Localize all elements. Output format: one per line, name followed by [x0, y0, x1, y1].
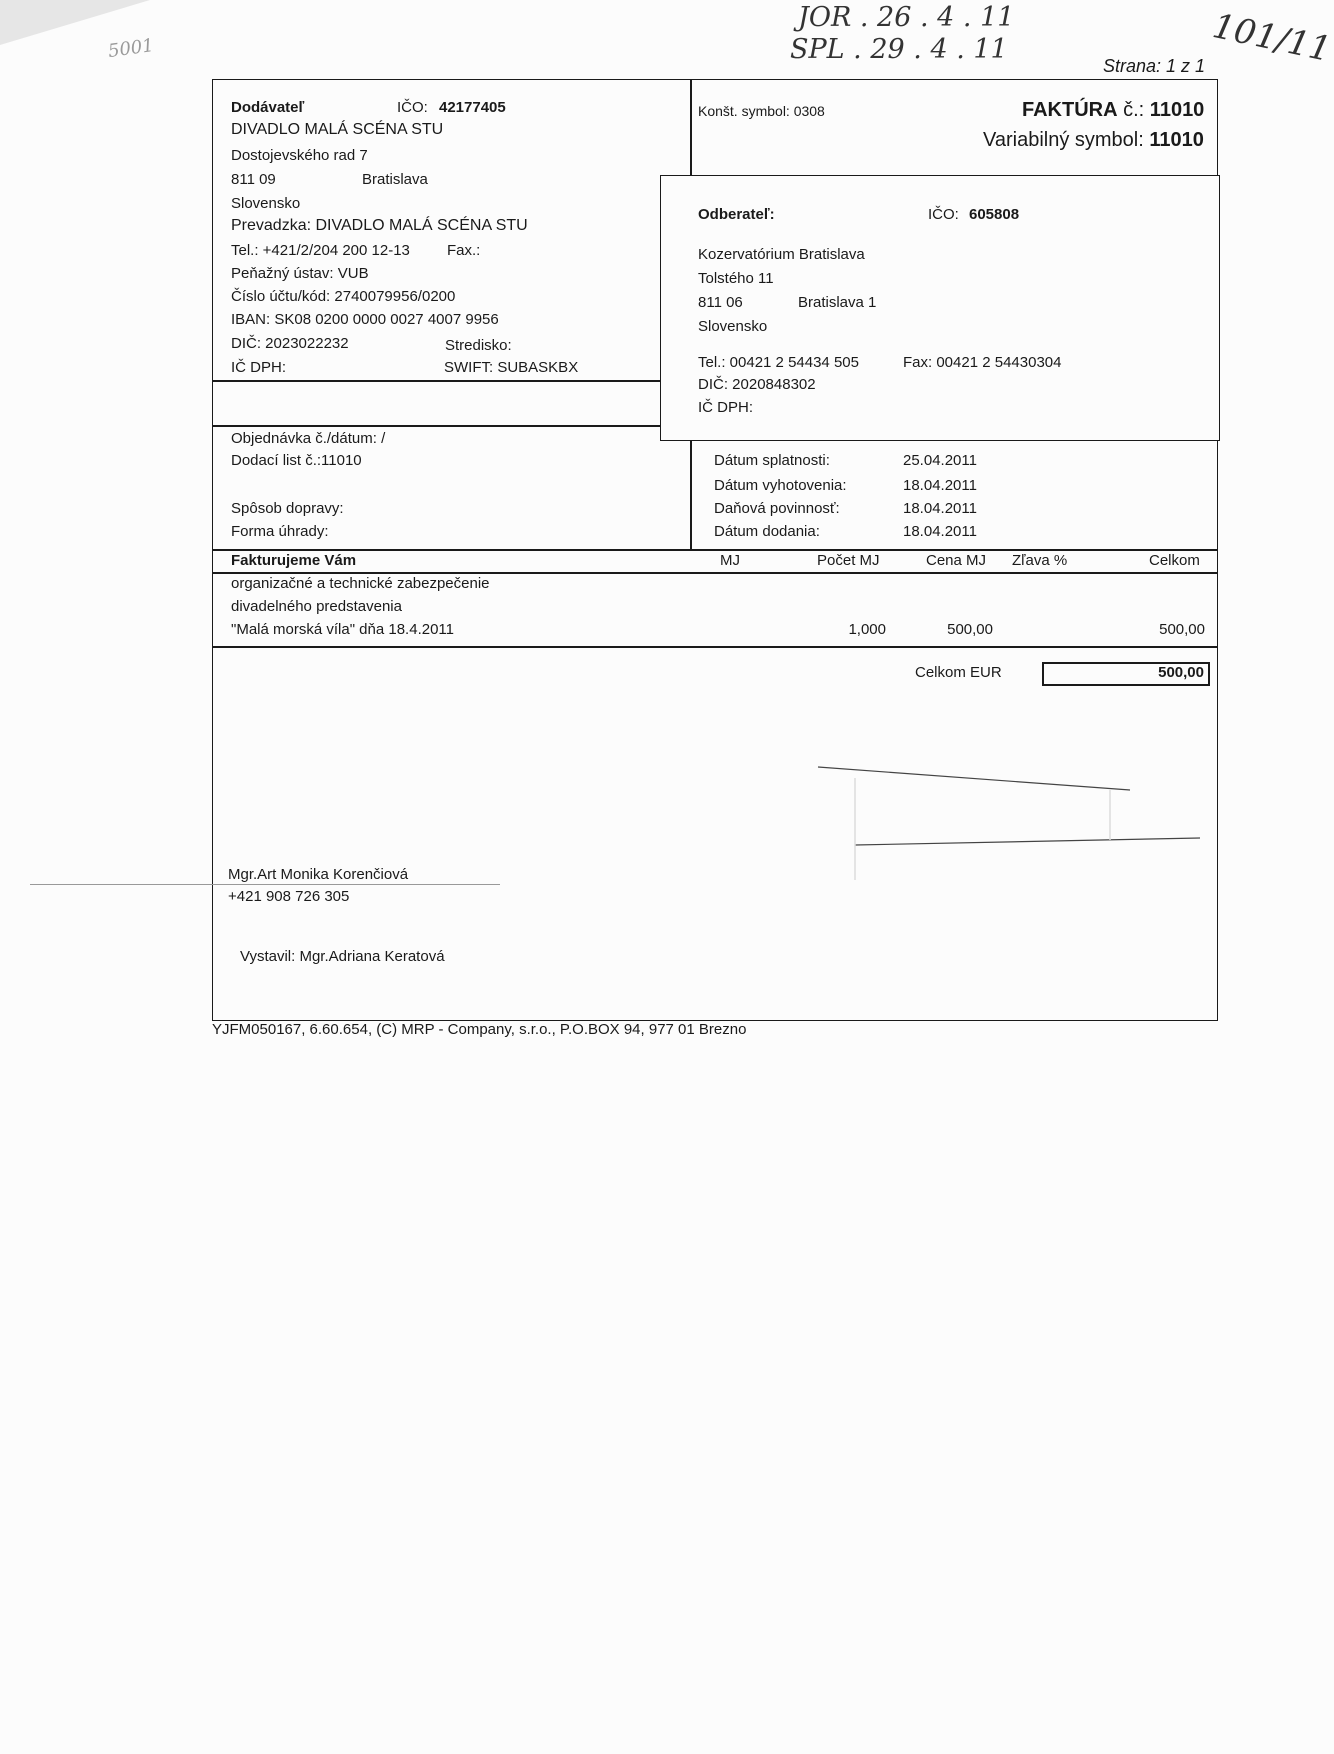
date-label-issued: Dátum vyhotovenia:: [714, 477, 847, 494]
supplier-zip: 811 09: [231, 171, 276, 188]
supplier-iban: IBAN: SK08 0200 0000 0027 4007 9956: [231, 311, 499, 328]
total-label: Celkom EUR: [915, 664, 1002, 681]
handwritten-reference: 101/11: [1209, 6, 1334, 70]
customer-ico-label: IČO:: [928, 206, 959, 223]
supplier-country: Slovensko: [231, 195, 301, 212]
handwritten-approval-line2: SPL . 29 . 4 . 11: [790, 34, 1008, 65]
variable-symbol-label: Variabilný symbol:: [983, 129, 1144, 151]
payment-method: Forma úhrady:: [231, 523, 329, 540]
items-header-bottom-line: [212, 572, 1218, 574]
supplier-tel: Tel.: +421/2/204 200 12-13: [231, 242, 410, 259]
page-number: Strana: 1 z 1: [1103, 56, 1206, 76]
issued-by: Vystavil: Mgr.Adriana Keratová: [240, 948, 445, 965]
supplier-dic: DIČ: 2023022232: [231, 335, 349, 352]
col-discount-header: Zľava %: [1012, 552, 1068, 569]
invoice-number-label: č.:: [1123, 99, 1145, 121]
date-value-delivery: 18.04.2011: [903, 523, 977, 540]
transport-method: Spôsob dopravy:: [231, 500, 344, 517]
invoice-label: FAKTÚRA: [1022, 99, 1118, 121]
variable-symbol-row: [983, 129, 1204, 152]
handwritten-corner-note: 5001: [106, 34, 156, 63]
customer-zip: 811 06: [698, 294, 743, 311]
invoice-title: [1022, 99, 1204, 122]
customer-label: Odberateľ:: [698, 206, 775, 223]
customer-ico: 605808: [969, 206, 1020, 223]
supplier-fax: Fax.:: [447, 242, 481, 259]
date-value-due: 25.04.2011: [903, 452, 977, 469]
col-total-header: Celkom: [1149, 552, 1200, 569]
customer-name: Kozervatórium Bratislava: [698, 246, 865, 263]
customer-tel: Tel.: 00421 2 54434 505: [698, 354, 859, 371]
delivery-note: Dodací list č.:11010: [231, 452, 362, 469]
col-description-header: Fakturujeme Vám: [231, 552, 357, 569]
supplier-street: Dostojevského rad 7: [231, 147, 368, 164]
item-description-line1: organizačné a technické zabezpečenie: [231, 575, 490, 592]
variable-symbol: 11010: [1149, 129, 1204, 151]
constant-symbol: Konšt. symbol: 0308: [698, 103, 825, 119]
supplier-ico-label: IČO:: [397, 99, 428, 116]
contact-name: Mgr.Art Monika Korenčiová: [228, 866, 409, 883]
customer-city: Bratislava 1: [798, 294, 877, 311]
date-value-tax: 18.04.2011: [903, 500, 977, 517]
supplier-city: Bratislava: [362, 171, 428, 188]
supplier-icdph: IČ DPH:: [231, 359, 287, 376]
contact-phone: +421 908 726 305: [228, 888, 350, 905]
item-description-line2: divadelného predstavenia: [231, 598, 402, 615]
items-bottom-line: [212, 646, 1218, 648]
item-unit-price: 500,00: [947, 621, 993, 638]
order-top-line: [212, 425, 662, 427]
supplier-label: Dodávateľ: [231, 99, 305, 116]
customer-icdph: IČ DPH:: [698, 399, 754, 416]
supplier-bottom-line: [212, 380, 662, 382]
supplier-center: Stredisko:: [445, 337, 512, 354]
date-value-issued: 18.04.2011: [903, 477, 977, 494]
total-amount: 500,00: [1158, 664, 1204, 681]
supplier-account: Číslo účtu/kód: 2740079956/0200: [231, 288, 456, 305]
order-number: Objednávka č./dátum: /: [231, 430, 386, 447]
item-quantity: 1,000: [848, 621, 886, 638]
date-label-tax: Daňová povinnosť:: [714, 500, 840, 517]
col-unit-header: MJ: [720, 552, 740, 569]
customer-street: Tolstého 11: [698, 270, 774, 287]
signature-line: [30, 884, 500, 885]
supplier-branch: Prevadzka: DIVADLO MALÁ SCÉNA STU: [231, 217, 528, 234]
col-qty-header: Počet MJ: [817, 552, 880, 569]
supplier-name: DIVADLO MALÁ SCÉNA STU: [231, 121, 444, 138]
software-footer: YJFM050167, 6.60.654, (C) MRP - Company, s.r.o., P.O.BOX 94, 977 01 Brezno: [212, 1021, 747, 1038]
date-label-delivery: Dátum dodania:: [714, 523, 820, 540]
supplier-bank: Peňažný ústav: VUB: [231, 265, 369, 282]
handwritten-approval-line1: JOR . 26 . 4 . 11: [798, 2, 1015, 33]
invoice-number: 11010: [1149, 99, 1205, 121]
date-label-due: Dátum splatnosti:: [714, 452, 830, 469]
supplier-swift: SWIFT: SUBASKBX: [444, 359, 579, 376]
supplier-ico: 42177405: [439, 99, 506, 116]
item-total: 500,00: [1159, 621, 1205, 638]
customer-country: Slovensko: [698, 318, 768, 335]
items-header-top-line: [212, 549, 1218, 551]
item-description-line3: "Malá morská víla" dňa 18.4.2011: [231, 621, 454, 638]
customer-dic: DIČ: 2020848302: [698, 376, 816, 393]
customer-fax: Fax: 00421 2 54430304: [903, 354, 1062, 371]
col-price-header: Cena MJ: [926, 552, 987, 569]
faint-stamp: [800, 760, 1210, 880]
